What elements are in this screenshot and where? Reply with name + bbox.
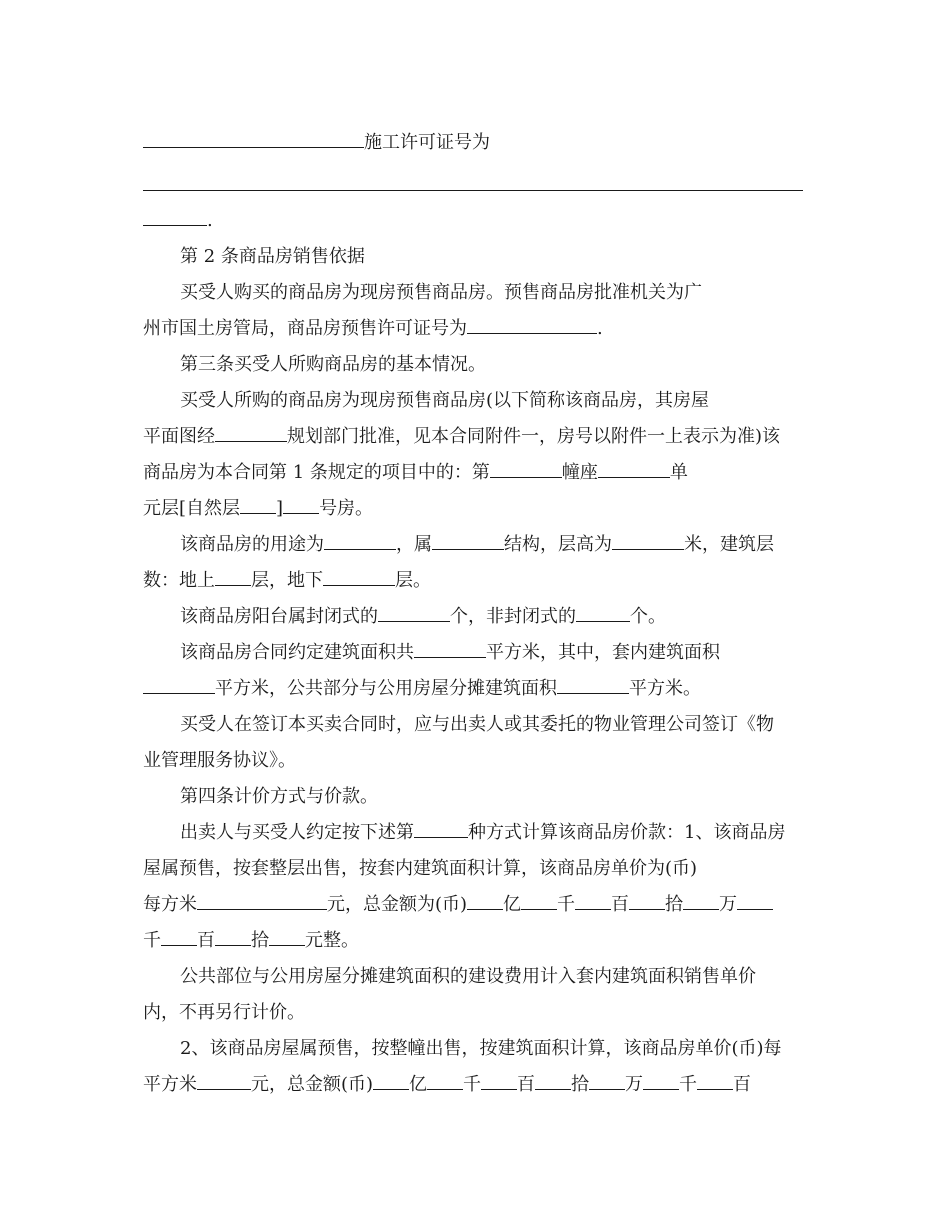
blank-field bbox=[612, 533, 684, 550]
paragraph-line: 买受人所购的商品房为现房预售商品房(以下简称该商品房，其房屋 bbox=[180, 390, 710, 411]
blank-field bbox=[575, 893, 611, 910]
paragraph-line: 元层[自然层 ] 号房。 bbox=[143, 498, 374, 519]
paragraph-line: 该商品房阳台属封闭式的 个，非封闭式的 个。 bbox=[180, 606, 666, 627]
paragraph-line: 内，不再另行计价。 bbox=[143, 1002, 305, 1023]
blank-field bbox=[143, 677, 215, 694]
paragraph-line: 平方米，公共部分与公用房屋分摊建筑面积 平方米。 bbox=[143, 677, 701, 701]
article-3-heading: 第三条买受人所购商品房的基本情况。 bbox=[180, 354, 486, 375]
blank-field bbox=[521, 893, 557, 910]
paragraph-line: 买受人在签订本买卖合同时，应与出卖人或其委托的物业管理公司签订《物 bbox=[180, 714, 774, 735]
paragraph-line: 出卖人与买受人约定按下述第 种方式计算该商品房价款：1、该商品房 bbox=[180, 822, 786, 843]
blank-field bbox=[629, 893, 665, 910]
blank-field bbox=[427, 1073, 463, 1090]
blank-field bbox=[697, 1073, 733, 1090]
blank-field bbox=[143, 131, 364, 148]
blank-field bbox=[323, 569, 395, 586]
blank-field bbox=[269, 929, 305, 946]
blank-field bbox=[161, 929, 197, 946]
blank-field bbox=[557, 677, 629, 694]
blank-field bbox=[490, 461, 562, 478]
blank-field bbox=[143, 209, 207, 226]
paragraph-line: 屋属预售，按套整层出售，按套内建筑面积计算，该商品房单价为(币) bbox=[143, 858, 698, 879]
paragraph-line: 每方米 元，总金额为(币) 亿 千 百 拾 万 bbox=[143, 893, 773, 917]
permit-number-blank-line bbox=[143, 174, 803, 198]
blank-field bbox=[143, 174, 803, 191]
paragraph-line: 该商品房合同约定建筑面积共 平方米，其中，套内建筑面积 bbox=[180, 642, 720, 663]
blank-field bbox=[240, 497, 276, 514]
paragraph-line: 业管理服务协议》。 bbox=[143, 750, 296, 771]
paragraph-line: 平面图经 规划部门批准，见本合同附件一，房号以附件一上表示为准)该 bbox=[143, 426, 781, 447]
blank-field bbox=[414, 821, 468, 838]
blank-field bbox=[414, 641, 486, 658]
paragraph-line: 数：地上 层，地下 层。 bbox=[143, 570, 431, 591]
blank-field bbox=[197, 893, 327, 910]
blank-field bbox=[576, 605, 630, 622]
paragraph-line: 买受人购买的商品房为现房预售商品房。预售商品房批准机关为广 bbox=[180, 282, 702, 303]
blank-field bbox=[378, 605, 450, 622]
paragraph-line: 州市国土房管局，商品房预售许可证号为 . bbox=[143, 318, 603, 339]
blank-field bbox=[481, 1073, 517, 1090]
blank-field bbox=[643, 1073, 679, 1090]
construction-permit-line: 施工许可证号为 bbox=[143, 131, 490, 155]
blank-field bbox=[373, 1073, 409, 1090]
blank-field bbox=[598, 461, 670, 478]
paragraph-line: 平方米 元，总金额(币) 亿 千 百 拾 万 千 百 bbox=[143, 1074, 752, 1095]
paragraph-line: 商品房为本合同第 1 条规定的项目中的：第 幢座 单 bbox=[143, 462, 688, 483]
blank-field bbox=[432, 533, 504, 550]
paragraph-line: 公共部位与公用房屋分摊建筑面积的建设费用计入套内建筑面积销售单价 bbox=[180, 966, 756, 987]
blank-field bbox=[589, 1073, 625, 1090]
paragraph-line: 2、该商品房屋属预售，按整幢出售，按建筑面积计算，该商品房单价(币)每 bbox=[180, 1038, 782, 1059]
blank-field bbox=[197, 1073, 251, 1090]
blank-field bbox=[215, 425, 287, 442]
blank-field bbox=[215, 929, 251, 946]
article-4-heading: 第四条计价方式与价款。 bbox=[180, 786, 378, 807]
article-2-heading: 第 2 条商品房销售依据 bbox=[180, 246, 365, 267]
permit-number-blank-end: . bbox=[143, 209, 213, 233]
paragraph-line: 千 百 拾 元整。 bbox=[143, 930, 359, 951]
paragraph-line: 该商品房的用途为 ，属 结构，层高为 米，建筑层 bbox=[180, 534, 774, 555]
blank-field bbox=[737, 893, 773, 910]
blank-field bbox=[467, 893, 503, 910]
blank-field bbox=[535, 1073, 571, 1090]
blank-field bbox=[215, 569, 251, 586]
blank-field bbox=[283, 497, 319, 514]
blank-field bbox=[683, 893, 719, 910]
blank-field bbox=[324, 533, 396, 550]
blank-field bbox=[467, 317, 597, 334]
